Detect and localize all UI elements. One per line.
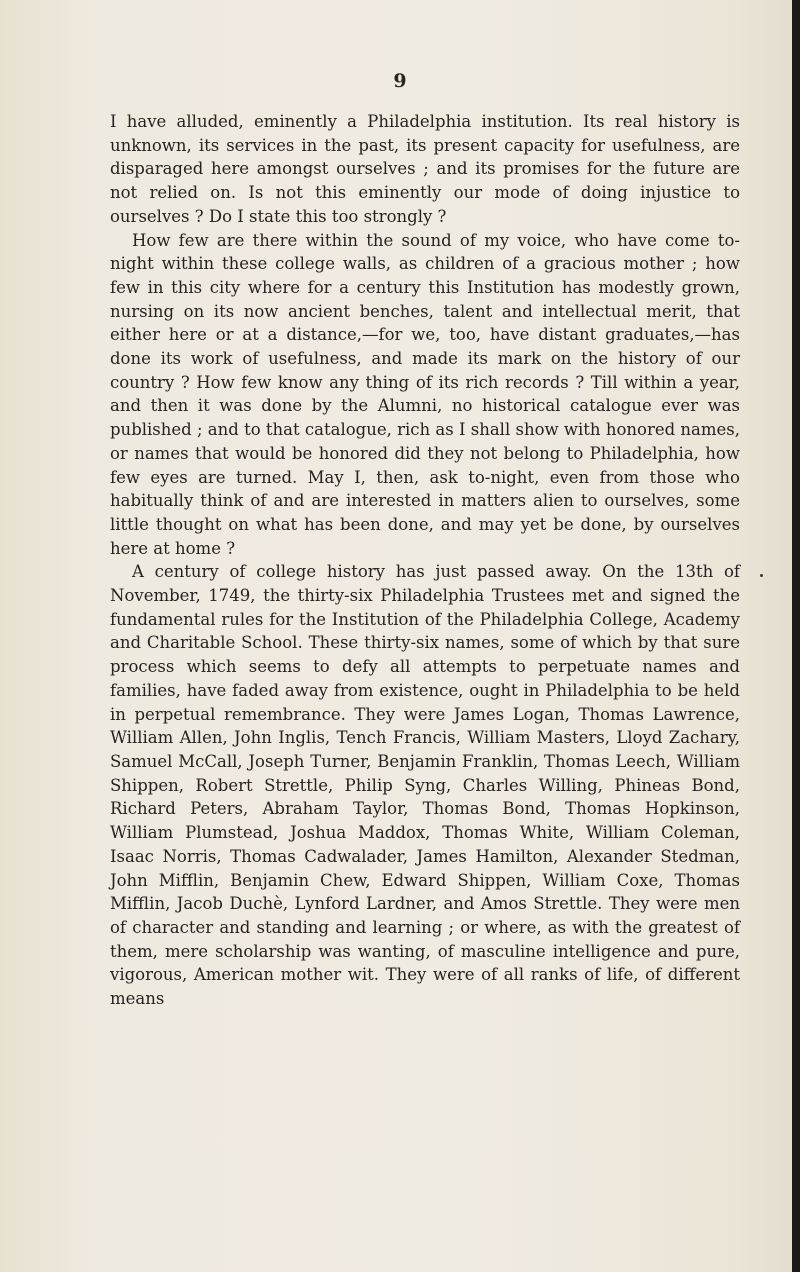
paragraph-1: I have alluded, eminently a Philadelphia institution. Its real history is unknown, its services in the past, its present capacity for usefulness, are disparaged here amongst ourselves ; and its promises for the future are not relied on. Is not this eminently our mode of doing injustice to ourselves ? Do I state this too strongly ?: [110, 112, 740, 226]
paragraph-2: How few are there within the sound of my voice, who have come to-night within these college walls, as children of a gracious mother ; how few in this city where for a century this Institution has modestly grown, nursing on its now ancient benches, talent and intellectual merit, that either here or at a distance,—for we, too, have distant graduates,—has done its work of usefulness, and made its mark on the history of our country ? How few know any thing of its rich records ? Till within a year, and then it was done by the Alumni, no historical catalogue ever was published ; and to that catalogue, rich as I shall show with honored names, or names that would be honored did they not belong to Philadelphia, how few eyes are turned. May I, then, ask to-night, even from those who habitually think of and are interested in matters alien to ourselves, some little thought on what has been done, and may yet be done, by ourselves here at home ?: [110, 230, 740, 558]
page-edge-shadow: [792, 0, 800, 1272]
paragraph-3: A century of college history has just passed away. On the 13th of November, 1749, the thirty-six Philadelphia Trustees met and signed the fundamental rules for the Institution of the Philadelphia College, Academy and Charitable School. These thirty-six names, some of which by that sure process which seems to defy all attempts to perpetuate names and families, have faded away from existence, ought in Philadelphia to be held in perpetual remembrance. They were James Logan, Thomas Lawrence, William Allen, John Inglis, Tench Francis, William Masters, Lloyd Zachary, Samuel McCall, Joseph Turner, Benjamin Franklin, Thomas Leech, William Shippen, Robert Strettle, Philip Syng, Charles Willing, Phineas Bond, Richard Peters, Abraham Taylor, Thomas Bond, Thomas Hopkinson, William Plumstead, Joshua Maddox, Thomas White, William Coleman, Isaac Norris, Thomas Cadwalader, James Hamilton, Alexander Stedman, John Mifflin, Benjamin Chew, Edward Shippen, William Coxe, Thomas Mifflin, Jacob Duchè, Lynford Lardner, and Amos Strettle. They were men of character and standing and learning ; or where, as with the greatest of them, mere scholarship was wanting, of masculine intelligence and pure, vigorous, American mother wit. They were of all ranks of life, of different means: [110, 562, 740, 1009]
page-number-text: 9: [393, 70, 407, 92]
body-text: [110, 110, 740, 1011]
ink-speck: [760, 574, 763, 577]
page-number: [0, 70, 800, 92]
